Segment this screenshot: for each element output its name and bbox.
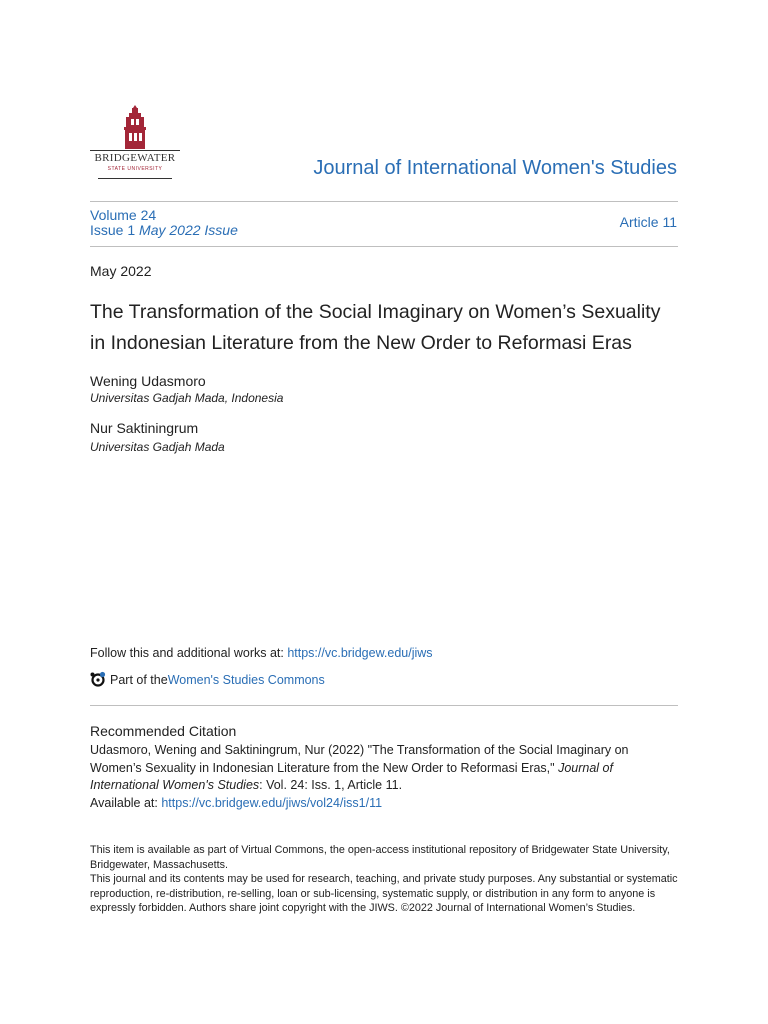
article-link[interactable]: Article 11 bbox=[619, 214, 677, 230]
author-name: Wening Udasmoro bbox=[90, 373, 206, 389]
commons-network-icon bbox=[90, 671, 107, 688]
article-title-line: The Transformation of the Social Imaginary on Women’s Sexuality bbox=[90, 301, 661, 323]
womens-studies-commons-link[interactable]: Women's Studies Commons bbox=[167, 672, 325, 687]
bridgewater-tower-logo bbox=[90, 105, 180, 185]
follow-label: Follow this and additional works at: bbox=[90, 646, 288, 660]
author-affiliation: Universitas Gadjah Mada, Indonesia bbox=[90, 391, 284, 405]
publication-date: May 2022 bbox=[90, 263, 152, 279]
logo-subtitle: STATE UNIVERSITY bbox=[107, 166, 163, 172]
part-of-line bbox=[90, 671, 325, 688]
follow-link[interactable]: https://vc.bridgew.edu/jiws bbox=[287, 646, 433, 660]
citation-body: Udasmoro, Wening and Saktiningrum, Nur (2022) "The Transformation of the Social Imaginary on Women’s Sexuality in Indonesian Literature from the New Order to Reformasi Eras," bbox=[90, 743, 629, 775]
article-title-line: in Indonesian Literature from the New Order to Reformasi Eras bbox=[90, 332, 632, 354]
divider bbox=[90, 201, 678, 202]
issue-link[interactable]: Issue 1 bbox=[90, 222, 136, 238]
issue-name-link[interactable]: May 2022 Issue bbox=[139, 222, 238, 238]
part-of-label: Part of the bbox=[110, 672, 168, 687]
article-title bbox=[90, 297, 690, 359]
citation-volume: : Vol. 24: Iss. 1, Article 11. bbox=[259, 778, 403, 792]
available-label: Available at: bbox=[90, 795, 162, 810]
author-affiliation: Universitas Gadjah Mada bbox=[90, 440, 225, 454]
journal-title-link[interactable]: Journal of International Women's Studies bbox=[313, 157, 677, 179]
logo-wordmark: BRIDGEWATER bbox=[94, 152, 176, 164]
divider bbox=[90, 705, 678, 706]
citation-text bbox=[90, 742, 680, 812]
citation-url-link[interactable]: https://vc.bridgew.edu/jiws/vol24/iss1/11 bbox=[161, 795, 383, 810]
footer-notice bbox=[90, 843, 680, 916]
citation-journal: Journal of International Women's Studies bbox=[90, 760, 613, 792]
footer-copyright-note: This journal and its contents may be used for research, teaching, and private study purposes. Any substantial or systematic reproduction, re-distribution, re-selling, loan or sub-licensing, systematic supply, or distribution in any form to anyone is expressly forbidden. Authors share joint copyright with the JIWS. ©2022 Journal of International Women’s Studies. bbox=[90, 873, 678, 914]
recommended-citation-heading: Recommended Citation bbox=[90, 723, 237, 739]
follow-line bbox=[90, 646, 433, 660]
author-name: Nur Saktiningrum bbox=[90, 420, 199, 436]
footer-repository-note: This item is available as part of Virtual Commons, the open-access institutional repository of Bridgewater State University, Bridgewater, Massachusetts. bbox=[90, 844, 670, 871]
divider bbox=[90, 246, 678, 247]
issue-info bbox=[90, 208, 238, 238]
volume-link[interactable]: Volume 24 bbox=[90, 207, 157, 223]
